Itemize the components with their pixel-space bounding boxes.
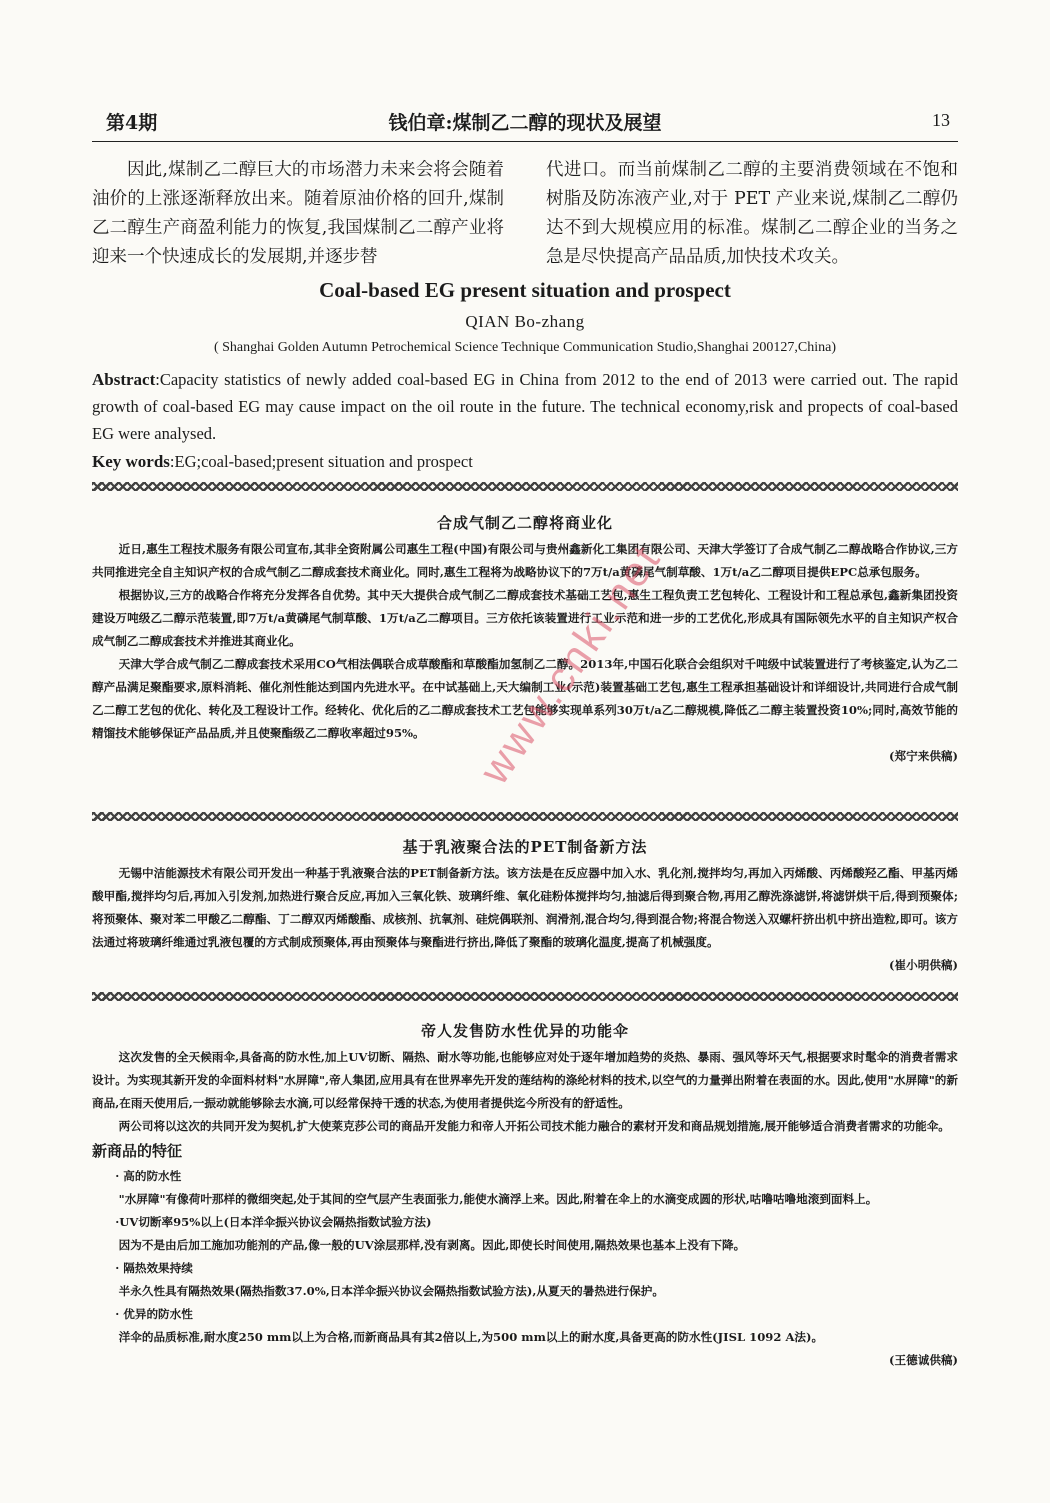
english-affiliation: ( Shanghai Golden Autumn Petrochemical Science Technique Communication Studio,Shanghai 200127,China) [213, 340, 837, 355]
english-keywords [92, 452, 958, 472]
conclusion-text-left: 因此,煤制乙二醇巨大的市场潜力未来会将会随着油价的上涨逐渐释放出来。随着原油价格的回升,煤制乙二醇生产商盈利能力的恢复,我国煤制乙二醇产业将迎来一个快速成长的发展期,并逐步替 [92, 160, 504, 267]
news3-source: (王德诚供稿) [889, 1353, 958, 1367]
news1-source: (郑宁来供稿) [889, 749, 958, 763]
ornament-divider [92, 992, 958, 1001]
news2-paragraph: 无锡中洁能源技术有限公司开发出一种基于乳液聚合法的PET制备新方法。该方法是在反应器中加入水、乳化剂,搅拌均匀,再加入丙烯酸、丙烯酸羟乙酯、甲基丙烯酸甲酯,搅拌均匀后,再加入引发剂,加热进行聚合反应,再加入三氧化铁、玻璃纤维、氧化硅粉体搅拌均匀,抽滤后得到聚合物,再用乙醇洗涤滤饼,将滤饼烘干后,得到预聚体;将预聚体、聚对苯二甲酸乙二醇酯、丁二醇双丙烯酸酯、成核剂、抗氧剂、硅烷偶联剂、润滑剂,混合均匀,得到混合物;将混合物送入双螺杆挤出机中挤出造粒,即可。该方法通过将玻璃纤维通过乳液包覆的方式制成预聚体,再由预聚体与聚酯进行挤出,降低了聚酯的玻璃化温度,提高了机械强度。 [92, 866, 958, 949]
conclusion-text-right: 代进口。而当前煤制乙二醇的主要消费领域在不饱和树脂及防冻液产业,对于 PET 产业来说,煤制乙二醇仍达不到大规模应用的标准。煤制乙二醇企业的当务之急是尽快提高产品品质,加快技术攻关。 [546, 160, 958, 267]
news1-paragraph: 根据协议,三方的战略合作将充分发挥各自优势。其中天大提供合成气制乙二醇成套技术基础工艺包,惠生工程负责工艺包转化、工程设计和工程总承包,鑫新集团投资建设万吨级乙二醇示范装置,即7万t/a黄磷尾气制草酸、1万t/a乙二醇项目。三方依托该装置进行工业示范和进一步的工艺优化,形成具有国际领先水平的自主知识产权合成气制乙二醇成套技术并推进其商业化。 [92, 588, 958, 648]
conclusion-left-column [92, 156, 504, 272]
ornament-divider [92, 812, 958, 821]
news3-paragraph: 两公司将以这次的共同开发为契机,扩大使莱克莎公司的商品开发能力和帝人开拓公司技术能力融合的素材开发和商品规划措施,展开能够适合消费者需求的功能伞。 [118, 1119, 950, 1133]
news2-title: 基于乳液聚合法的PET制备新方法 [402, 838, 648, 856]
abstract-label: Abstract [92, 370, 156, 389]
header-rule [92, 141, 958, 142]
news3-body [92, 1046, 958, 1372]
news1-paragraph: 近日,惠生工程技术服务有限公司宣布,其非全资附属公司惠生工程(中国)有限公司与贵州鑫新化工集团有限公司、天津大学签订了合成气制乙二醇战略合作协议,三方共同推进完全自主知识产权的合成气制乙二醇成套技术商业化。同时,惠生工程将为战略协议下的7万t/a黄磷尾气制草酸、1万t/a乙二醇项目提供EPC总承包服务。 [92, 542, 958, 579]
abstract-text: :Capacity statistics of newly added coal-based EG in China from 2012 to the end of 2013 were carried out. The rapid growth of coal-based EG may cause impact on the oil route in the future. The technical economy,risk and propects of coal-based EG were analysed. [92, 370, 958, 443]
ornament-divider [92, 482, 958, 491]
feature-text: "水屏障"有像荷叶那样的微细突起,处于其间的空气层产生表面张力,能使水滴浮上来。因此,附着在伞上的水滴变成圆的形状,咕噜咕噜地滚到面料上。 [118, 1192, 878, 1206]
news2-source: (崔小明供稿) [889, 958, 958, 972]
keywords-label: Key words [92, 452, 170, 471]
feature-text: 因为不是由后加工施加功能剂的产品,像一般的UV涂层那样,没有剥离。因此,即使长时间使用,隔热效果也基本上没有下降。 [118, 1238, 746, 1252]
news1-title: 合成气制乙二醇将商业化 [436, 514, 613, 532]
feature-title: ·UV切断率95%以上(日本洋伞振兴协议会隔热指数试验方法) [115, 1215, 432, 1229]
english-author: QIAN Bo-zhang [465, 312, 585, 331]
english-title: Coal-based EG present situation and prospect [319, 278, 731, 302]
feature-title: · 高的防水性 [115, 1169, 182, 1183]
feature-title: · 隔热效果持续 [115, 1261, 193, 1275]
page-number: 13 [932, 110, 950, 130]
running-header [92, 108, 958, 138]
news1-paragraph: 天津大学合成气制乙二醇成套技术采用CO气相法偶联合成草酸酯和草酸酯加氢制乙二醇。2013年,中国石化联合会组织对千吨级中试装置进行了考核鉴定,认为乙二醇产品满足聚酯要求,原料消耗、催化剂性能达到国内先进水平。在中试基础上,天大编制工业(示范)装置基础工艺包,惠生工程承担基础设计和详细设计,共同进行合成气制乙二醇工艺包的优化、转化及工程设计工作。经转化、优化后的乙二醇成套技术工艺包能够实现单系列30万t/a乙二醇规模,降低乙二醇主装置投资10%;同时,高效节能的精馏技术能够保证产品品质,并且使聚酯级乙二醇收率超过95%。 [92, 657, 958, 740]
feature-text: 洋伞的品质标准,耐水度250 mm以上为合格,而新商品具有其2倍以上,为500 mm以上的耐水度,具备更高的防水性(JISL 1092 A法)。 [118, 1330, 824, 1344]
issue-number: 第4期 [106, 112, 158, 134]
news3-title: 帝人发售防水性优异的功能伞 [420, 1022, 629, 1040]
watermark: www.cnki.net [470, 535, 671, 793]
keywords-text: :EG;coal-based;present situation and prospect [169, 452, 473, 471]
conclusion-right-column [546, 156, 958, 272]
news3-paragraph: 这次发售的全天候雨伞,具备高的防水性,加上UV切断、隔热、耐水等功能,也能够应对处于逐年增加趋势的炎热、暴雨、强风等坏天气,根据要求时髦伞的消费者需求设计。为实现其新开发的伞面料材料"水屏障",帝人集团,应用具有在世界率先开发的莲结构的涤纶材料的技术,以空气的力量弹出附着在表面的水。因此,使用"水屏障"的新商品,在雨天使用后,一振动就能够除去水滴,可以经常保持干透的状态,为使用者提供迄今所没有的舒适性。 [92, 1050, 958, 1110]
features-heading: 新商品的特征 [92, 1142, 183, 1160]
feature-title: · 优异的防水性 [115, 1307, 193, 1321]
feature-text: 半永久性具有隔热效果(隔热指数37.0%,日本洋伞振兴协议会隔热指数试验方法),从夏天的暑热进行保护。 [118, 1284, 664, 1298]
news2-body [92, 862, 958, 977]
english-abstract [92, 366, 958, 447]
running-title: 钱伯章:煤制乙二醇的现状及展望 [388, 112, 662, 134]
